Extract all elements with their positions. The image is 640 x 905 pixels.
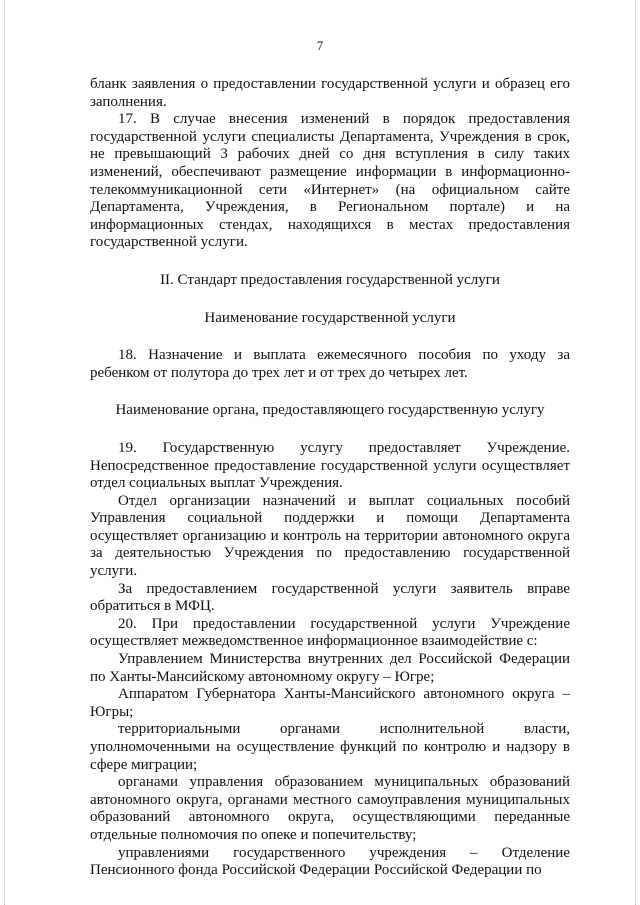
scan-edge-right	[635, 0, 636, 905]
paragraph-application-form: бланк заявления о предоставлении государственной услуги и образец его заполнения.	[90, 76, 570, 110]
paragraph-18: 18. Назначение и выплата ежемесячного пособия по уходу за ребенком от полутора до трех лет и от трех до четырех лет.	[90, 347, 570, 381]
paragraph-pension-fund: управлениями государственного учреждения – Отделение Пенсионного фонда Российской Федерации Российской Федерации по	[90, 844, 570, 879]
paragraph-17: 17. В случае внесения изменений в порядок предоставления государственной услуги специалисты Департамента, Учреждения в срок, не превышающий 3 рабочих дней со дня вступления в силу таких изменений, обеспечивают размещение информации в информационно-телекоммуникационной сети «Интернет» (на официальном сайте Департамента, Учреждения, в Региональном портале) и на информационных стендах, находящихся в местах предоставления государственной услуги.	[90, 111, 570, 251]
paragraph-19: 19. Государственную услугу предоставляет Учреждение. Непосредственное предоставление государственной услуги осуществляет отдел социальных выплат Учреждения.	[90, 439, 570, 492]
document-body	[90, 76, 570, 880]
scan-edge-left	[4, 0, 5, 905]
paragraph-governor-apparatus: Аппаратом Губернатора Ханты-Мансийского автономного округа – Югры;	[90, 686, 570, 720]
paragraph-territorial-bodies: территориальными органами исполнительной власти, уполномоченными на осуществление функций по контролю и надзору в сфере миграции;	[90, 721, 570, 773]
paragraph-mfc: За предоставлением государственной услуги заявитель вправе обратиться в МФЦ.	[90, 580, 570, 615]
subheading-service-name: Наименование государственной услуги	[204, 309, 456, 326]
paragraph-education-bodies: органами управления образованием муниципальных образований автономного округа, органами местного самоуправления муниципальных образований автономного округа, осуществляющими переданные отдельные полномочия по опеке и попечительству;	[90, 774, 570, 843]
section-title: II. Стандарт предоставления государственной услуги	[160, 271, 500, 288]
subheading-authority-name: Наименование органа, предоставляющего государственную услугу	[115, 402, 545, 419]
paragraph-department: Отдел организации назначений и выплат социальных пособий Управления социальной поддержки и помощи Департамента осуществляет организацию и контроль на территории автономного округа за деятельностью Учреждения по предоставлению государственной услуги.	[90, 492, 570, 580]
page-number: 7	[316, 38, 324, 53]
paragraph-mvd: Управлением Министерства внутренних дел Российской Федерации по Ханты-Мансийскому автономному округу – Югре;	[90, 651, 570, 685]
paragraph-20: 20. При предоставлении государственной услуги Учреждение осуществляет межведомственное информационное взаимодействие с:	[90, 615, 570, 650]
